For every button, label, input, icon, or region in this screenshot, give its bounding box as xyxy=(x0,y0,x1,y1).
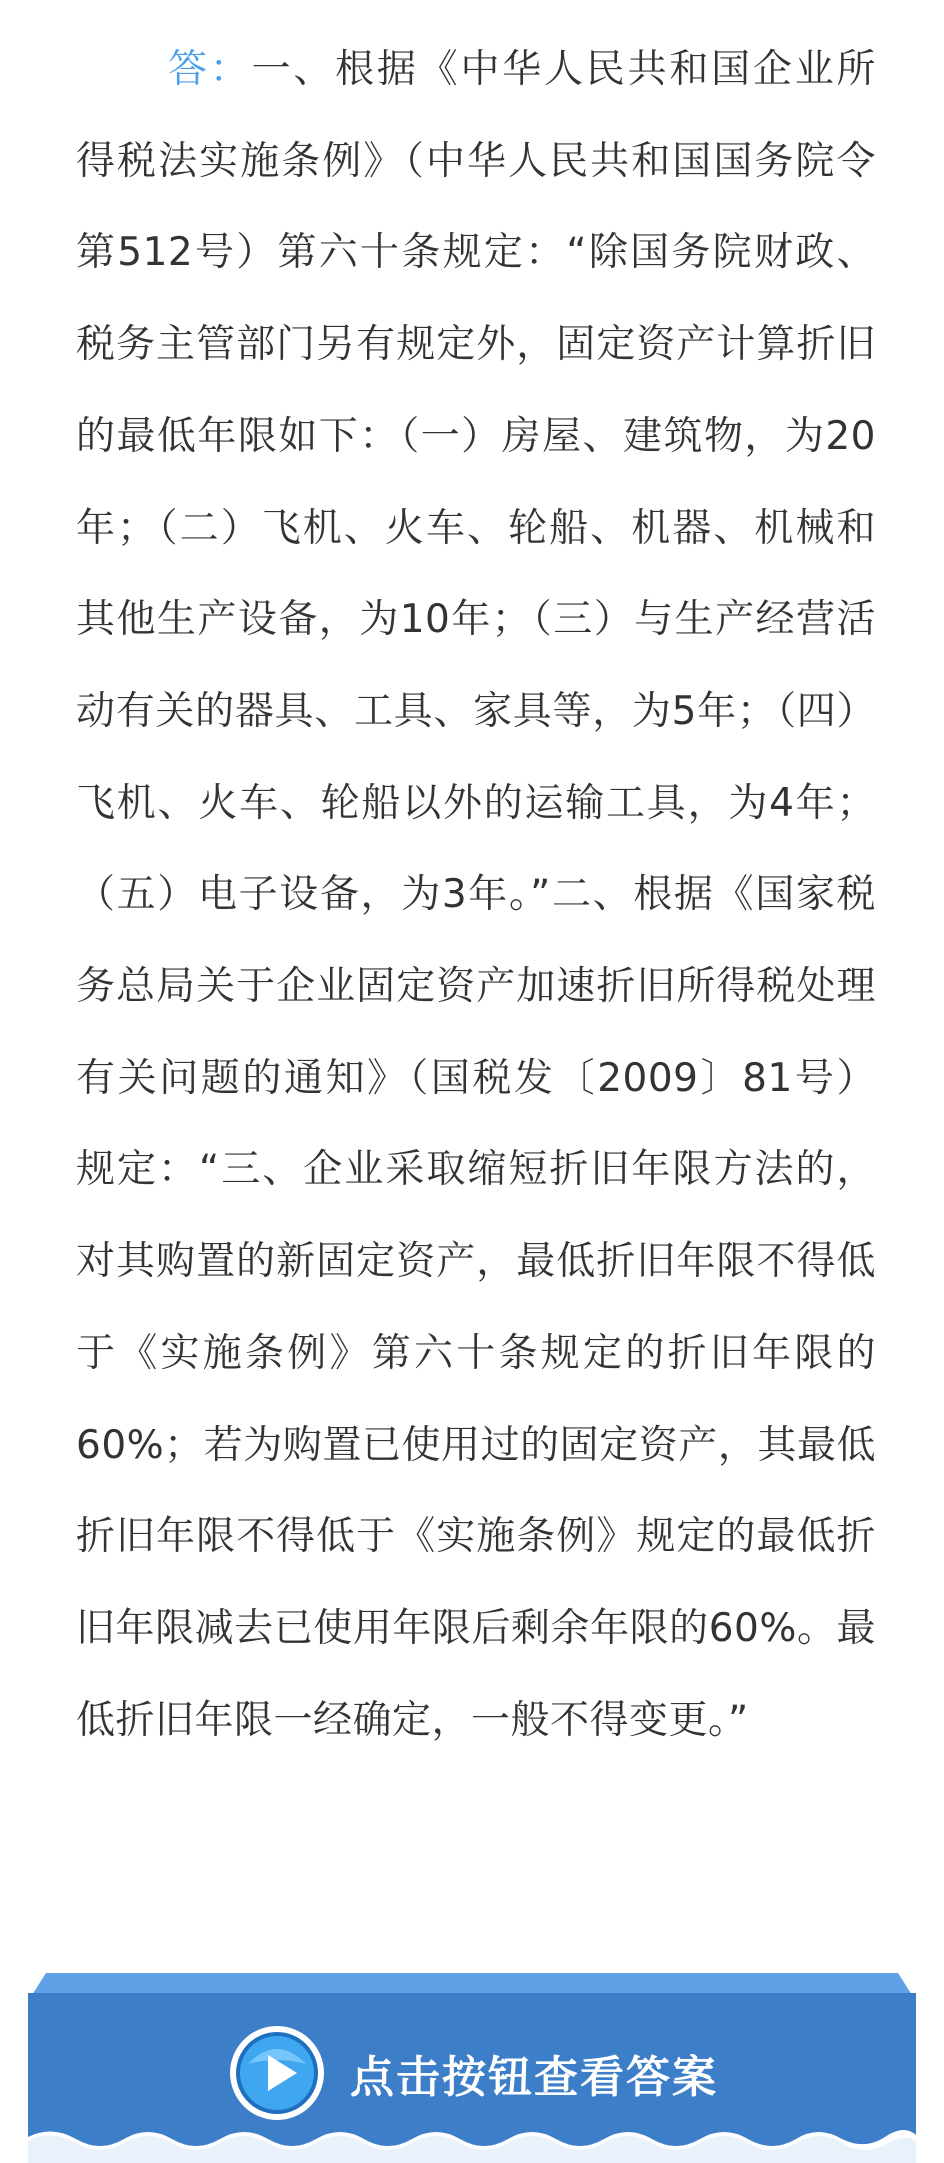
answer-body: 一、根据《中华人民共和国企业所得税法实施条例》（中华人民共和国国务院令第512号）第六十条规定：“除国务院财政、税务主管部门另有规定外，固定资产计算折旧的最低年限如下：（一）房屋、建筑物，为20年；（二）飞机、火车、轮船、机器、机械和其他生产设备，为10年；（三）与生产经营活动有关的器具、工具、家具等，为5年；（四）飞机、火车、轮船以外的运输工具，为4年；（五）电子设备，为3年。”二、根据《国家税务总局关于企业固定资产加速折旧所得税处理有关问题的通知》（国税发〔2009〕81号）规定：“三、企业采取缩短折旧年限方法的，对其购置的新固定资产，最低折旧年限不得低于《实施条例》第六十条规定的折旧年限的60%；若为购置已使用过的固定资产，其最低折旧年限不得低于《实施条例》规定的最低折旧年限减去已使用年限后剩余年限的60%。最低折旧年限一经确定，一般不得变更。” xyxy=(76,47,876,1743)
play-icon xyxy=(228,2024,326,2122)
answer-text xyxy=(76,24,876,1766)
answer-label: 答： xyxy=(168,47,252,92)
view-answer-button[interactable] xyxy=(228,2024,718,2122)
view-answer-banner xyxy=(0,1965,944,2163)
view-answer-label: 点击按钮查看答案 xyxy=(350,2052,718,2103)
